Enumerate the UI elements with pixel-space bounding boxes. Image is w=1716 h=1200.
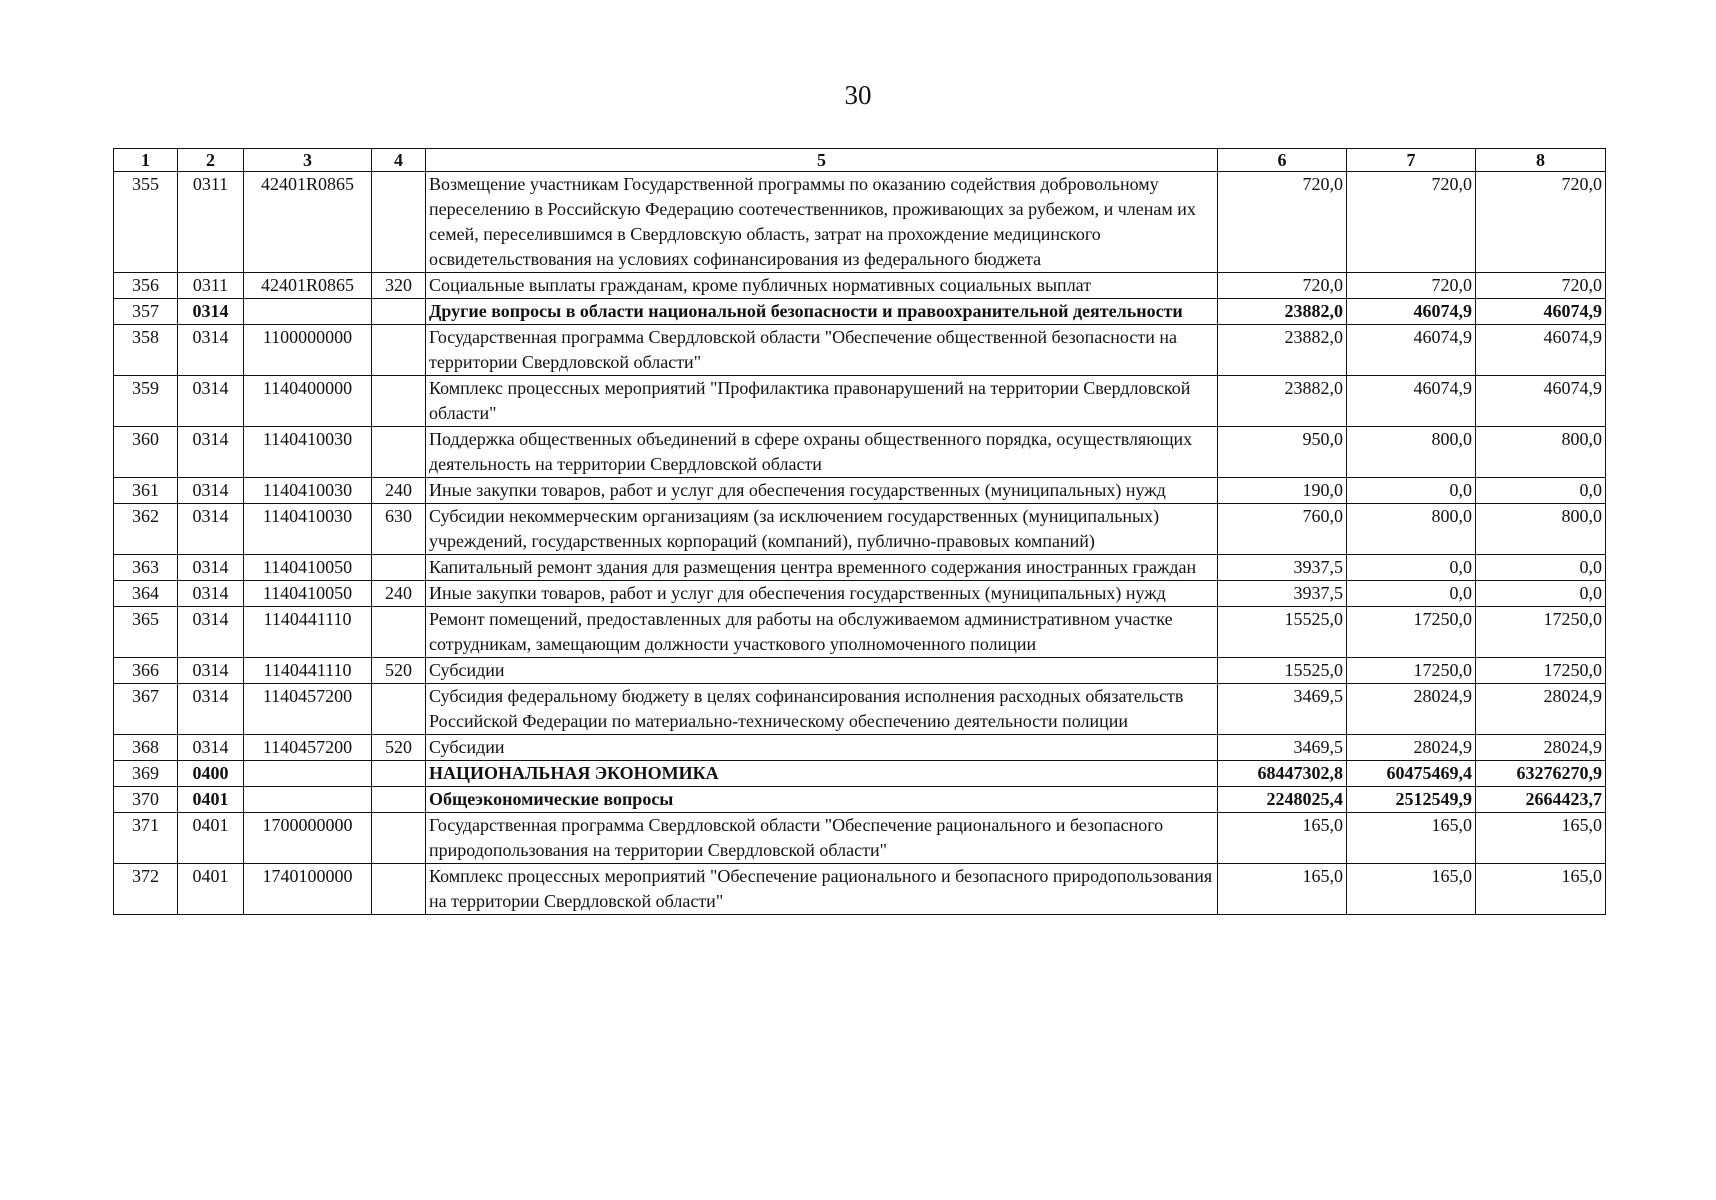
amount-col6-cell: 190,0 (1218, 478, 1347, 504)
section-code-cell: 0314 (178, 735, 244, 761)
table-row (114, 607, 1606, 658)
amount-col7-cell: 28024,9 (1347, 684, 1476, 735)
description-cell: Субсидии (426, 735, 1218, 761)
row-number-cell: 369 (114, 761, 178, 787)
amount-col8-cell: 2664423,7 (1476, 787, 1606, 813)
row-number-cell: 371 (114, 813, 178, 864)
target-article-cell (244, 787, 372, 813)
description-cell: Комплекс процессных мероприятий "Профилактика правонарушений на территории Свердловской области" (426, 376, 1218, 427)
amount-col8-cell: 28024,9 (1476, 735, 1606, 761)
budget-table (113, 148, 1606, 915)
table-row (114, 376, 1606, 427)
expense-type-cell: 520 (372, 658, 426, 684)
amount-col6-cell: 3469,5 (1218, 684, 1347, 735)
table-row (114, 787, 1606, 813)
target-article-cell: 1140410030 (244, 504, 372, 555)
amount-col7-cell: 60475469,4 (1347, 761, 1476, 787)
table-row (114, 478, 1606, 504)
description-cell: Социальные выплаты гражданам, кроме публичных нормативных социальных выплат (426, 273, 1218, 299)
row-number-cell: 359 (114, 376, 178, 427)
header-cell: 4 (372, 149, 426, 172)
table-row (114, 735, 1606, 761)
amount-col8-cell: 0,0 (1476, 555, 1606, 581)
section-code-cell: 0314 (178, 658, 244, 684)
target-article-cell: 1700000000 (244, 813, 372, 864)
table-row (114, 761, 1606, 787)
target-article-cell: 1140410030 (244, 427, 372, 478)
description-cell: Субсидии некоммерческим организациям (за исключением государственных (муниципальных) учреждений, государственных корпораций (компаний), публично-правовых компаний) (426, 504, 1218, 555)
amount-col8-cell: 46074,9 (1476, 325, 1606, 376)
target-article-cell: 1140400000 (244, 376, 372, 427)
header-cell: 5 (426, 149, 1218, 172)
section-code-cell: 0314 (178, 325, 244, 376)
section-code-cell: 0401 (178, 787, 244, 813)
description-cell: Ремонт помещений, предоставленных для работы на обслуживаемом административном участке сотрудникам, замещающим должности участкового уполномоченного полиции (426, 607, 1218, 658)
expense-type-cell (372, 376, 426, 427)
description-cell: Государственная программа Свердловской области "Обеспечение рационального и безопасного природопользования на территории Свердловской области" (426, 813, 1218, 864)
amount-col6-cell: 68447302,8 (1218, 761, 1347, 787)
header-cell: 7 (1347, 149, 1476, 172)
table-row (114, 299, 1606, 325)
target-article-cell: 1740100000 (244, 864, 372, 915)
amount-col8-cell: 46074,9 (1476, 376, 1606, 427)
table-row (114, 273, 1606, 299)
row-number-cell: 357 (114, 299, 178, 325)
amount-col7-cell: 0,0 (1347, 555, 1476, 581)
expense-type-cell (372, 787, 426, 813)
section-code-cell: 0314 (178, 299, 244, 325)
amount-col6-cell: 720,0 (1218, 273, 1347, 299)
target-article-cell: 42401R0865 (244, 172, 372, 273)
header-cell: 2 (178, 149, 244, 172)
section-code-cell: 0314 (178, 684, 244, 735)
row-number-cell: 366 (114, 658, 178, 684)
amount-col6-cell: 23882,0 (1218, 325, 1347, 376)
target-article-cell: 1140410030 (244, 478, 372, 504)
row-number-cell: 355 (114, 172, 178, 273)
description-cell: Поддержка общественных объединений в сфере охраны общественного порядка, осуществляющих деятельность на территории Свердловской области (426, 427, 1218, 478)
row-number-cell: 372 (114, 864, 178, 915)
description-cell: Капитальный ремонт здания для размещения центра временного содержания иностранных граждан (426, 555, 1218, 581)
amount-col8-cell: 0,0 (1476, 581, 1606, 607)
target-article-cell: 1140410050 (244, 555, 372, 581)
amount-col8-cell: 720,0 (1476, 273, 1606, 299)
description-cell: Комплекс процессных мероприятий "Обеспечение рационального и безопасного природопользования на территории Свердловской области" (426, 864, 1218, 915)
amount-col7-cell: 28024,9 (1347, 735, 1476, 761)
expense-type-cell: 240 (372, 581, 426, 607)
table-row (114, 427, 1606, 478)
amount-col6-cell: 3937,5 (1218, 555, 1347, 581)
expense-type-cell (372, 325, 426, 376)
row-number-cell: 368 (114, 735, 178, 761)
expense-type-cell (372, 299, 426, 325)
amount-col8-cell: 28024,9 (1476, 684, 1606, 735)
description-cell: Иные закупки товаров, работ и услуг для обеспечения государственных (муниципальных) нужд (426, 478, 1218, 504)
amount-col8-cell: 17250,0 (1476, 658, 1606, 684)
amount-col7-cell: 800,0 (1347, 427, 1476, 478)
expense-type-cell (372, 761, 426, 787)
amount-col6-cell: 15525,0 (1218, 658, 1347, 684)
section-code-cell: 0311 (178, 273, 244, 299)
expense-type-cell: 240 (372, 478, 426, 504)
amount-col8-cell: 63276270,9 (1476, 761, 1606, 787)
row-number-cell: 365 (114, 607, 178, 658)
amount-col6-cell: 760,0 (1218, 504, 1347, 555)
amount-col6-cell: 165,0 (1218, 864, 1347, 915)
expense-type-cell (372, 427, 426, 478)
amount-col7-cell: 46074,9 (1347, 325, 1476, 376)
amount-col8-cell: 720,0 (1476, 172, 1606, 273)
amount-col7-cell: 165,0 (1347, 864, 1476, 915)
header-cell: 8 (1476, 149, 1606, 172)
amount-col7-cell: 800,0 (1347, 504, 1476, 555)
amount-col6-cell: 720,0 (1218, 172, 1347, 273)
target-article-cell: 1100000000 (244, 325, 372, 376)
target-article-cell (244, 299, 372, 325)
table-row (114, 555, 1606, 581)
amount-col7-cell: 720,0 (1347, 172, 1476, 273)
amount-col6-cell: 165,0 (1218, 813, 1347, 864)
section-code-cell: 0311 (178, 172, 244, 273)
table-row (114, 581, 1606, 607)
amount-col8-cell: 17250,0 (1476, 607, 1606, 658)
row-number-cell: 363 (114, 555, 178, 581)
header-cell: 3 (244, 149, 372, 172)
expense-type-cell (372, 607, 426, 658)
section-code-cell: 0401 (178, 864, 244, 915)
amount-col6-cell: 2248025,4 (1218, 787, 1347, 813)
description-cell: Иные закупки товаров, работ и услуг для обеспечения государственных (муниципальных) нужд (426, 581, 1218, 607)
section-code-cell: 0314 (178, 555, 244, 581)
header-cell: 6 (1218, 149, 1347, 172)
row-number-cell: 360 (114, 427, 178, 478)
description-cell: Субсидии (426, 658, 1218, 684)
table-row (114, 172, 1606, 273)
description-cell: Субсидия федеральному бюджету в целях софинансирования исполнения расходных обязательств Российской Федерации по материально-техническому обеспечению деятельности полиции (426, 684, 1218, 735)
expense-type-cell: 520 (372, 735, 426, 761)
header-row (114, 149, 1606, 172)
expense-type-cell (372, 864, 426, 915)
target-article-cell (244, 761, 372, 787)
amount-col8-cell: 165,0 (1476, 813, 1606, 864)
row-number-cell: 370 (114, 787, 178, 813)
section-code-cell: 0400 (178, 761, 244, 787)
description-cell: НАЦИОНАЛЬНАЯ ЭКОНОМИКА (426, 761, 1218, 787)
amount-col8-cell: 0,0 (1476, 478, 1606, 504)
description-cell: Государственная программа Свердловской области "Обеспечение общественной безопасности на территории Свердловской области" (426, 325, 1218, 376)
amount-col8-cell: 800,0 (1476, 427, 1606, 478)
section-code-cell: 0314 (178, 427, 244, 478)
description-cell: Возмещение участникам Государственной программы по оказанию содействия добровольному переселению в Российскую Федерацию соотечественников, проживающих за рубежом, и членам их семей, переселившимся в Свердловскую область, затрат на прохождение медицинского освидетельствования на условиях софинансирования из федерального бюджета (426, 172, 1218, 273)
row-number-cell: 356 (114, 273, 178, 299)
amount-col7-cell: 720,0 (1347, 273, 1476, 299)
expense-type-cell (372, 555, 426, 581)
section-code-cell: 0401 (178, 813, 244, 864)
section-code-cell: 0314 (178, 376, 244, 427)
table-row (114, 658, 1606, 684)
row-number-cell: 358 (114, 325, 178, 376)
table-row (114, 684, 1606, 735)
amount-col7-cell: 46074,9 (1347, 299, 1476, 325)
table-row (114, 504, 1606, 555)
expense-type-cell (372, 172, 426, 273)
table-body (114, 172, 1606, 915)
target-article-cell: 1140441110 (244, 658, 372, 684)
expense-type-cell (372, 684, 426, 735)
table-row (114, 864, 1606, 915)
table-row (114, 325, 1606, 376)
amount-col7-cell: 165,0 (1347, 813, 1476, 864)
amount-col6-cell: 15525,0 (1218, 607, 1347, 658)
expense-type-cell: 630 (372, 504, 426, 555)
table-row (114, 813, 1606, 864)
page-number: 30 (844, 80, 872, 110)
section-code-cell: 0314 (178, 478, 244, 504)
amount-col7-cell: 46074,9 (1347, 376, 1476, 427)
row-number-cell: 362 (114, 504, 178, 555)
amount-col6-cell: 3937,5 (1218, 581, 1347, 607)
amount-col7-cell: 17250,0 (1347, 607, 1476, 658)
amount-col6-cell: 23882,0 (1218, 299, 1347, 325)
row-number-cell: 367 (114, 684, 178, 735)
amount-col7-cell: 17250,0 (1347, 658, 1476, 684)
section-code-cell: 0314 (178, 607, 244, 658)
section-code-cell: 0314 (178, 581, 244, 607)
description-cell: Другие вопросы в области национальной безопасности и правоохранительной деятельности (426, 299, 1218, 325)
amount-col6-cell: 23882,0 (1218, 376, 1347, 427)
expense-type-cell: 320 (372, 273, 426, 299)
target-article-cell: 1140410050 (244, 581, 372, 607)
row-number-cell: 364 (114, 581, 178, 607)
section-code-cell: 0314 (178, 504, 244, 555)
expense-type-cell (372, 813, 426, 864)
row-number-cell: 361 (114, 478, 178, 504)
amount-col7-cell: 2512549,9 (1347, 787, 1476, 813)
header-cell: 1 (114, 149, 178, 172)
description-cell: Общеэкономические вопросы (426, 787, 1218, 813)
target-article-cell: 1140441110 (244, 607, 372, 658)
amount-col6-cell: 3469,5 (1218, 735, 1347, 761)
target-article-cell: 42401R0865 (244, 273, 372, 299)
amount-col8-cell: 165,0 (1476, 864, 1606, 915)
target-article-cell: 1140457200 (244, 735, 372, 761)
target-article-cell: 1140457200 (244, 684, 372, 735)
amount-col7-cell: 0,0 (1347, 581, 1476, 607)
amount-col8-cell: 46074,9 (1476, 299, 1606, 325)
amount-col7-cell: 0,0 (1347, 478, 1476, 504)
amount-col6-cell: 950,0 (1218, 427, 1347, 478)
amount-col8-cell: 800,0 (1476, 504, 1606, 555)
